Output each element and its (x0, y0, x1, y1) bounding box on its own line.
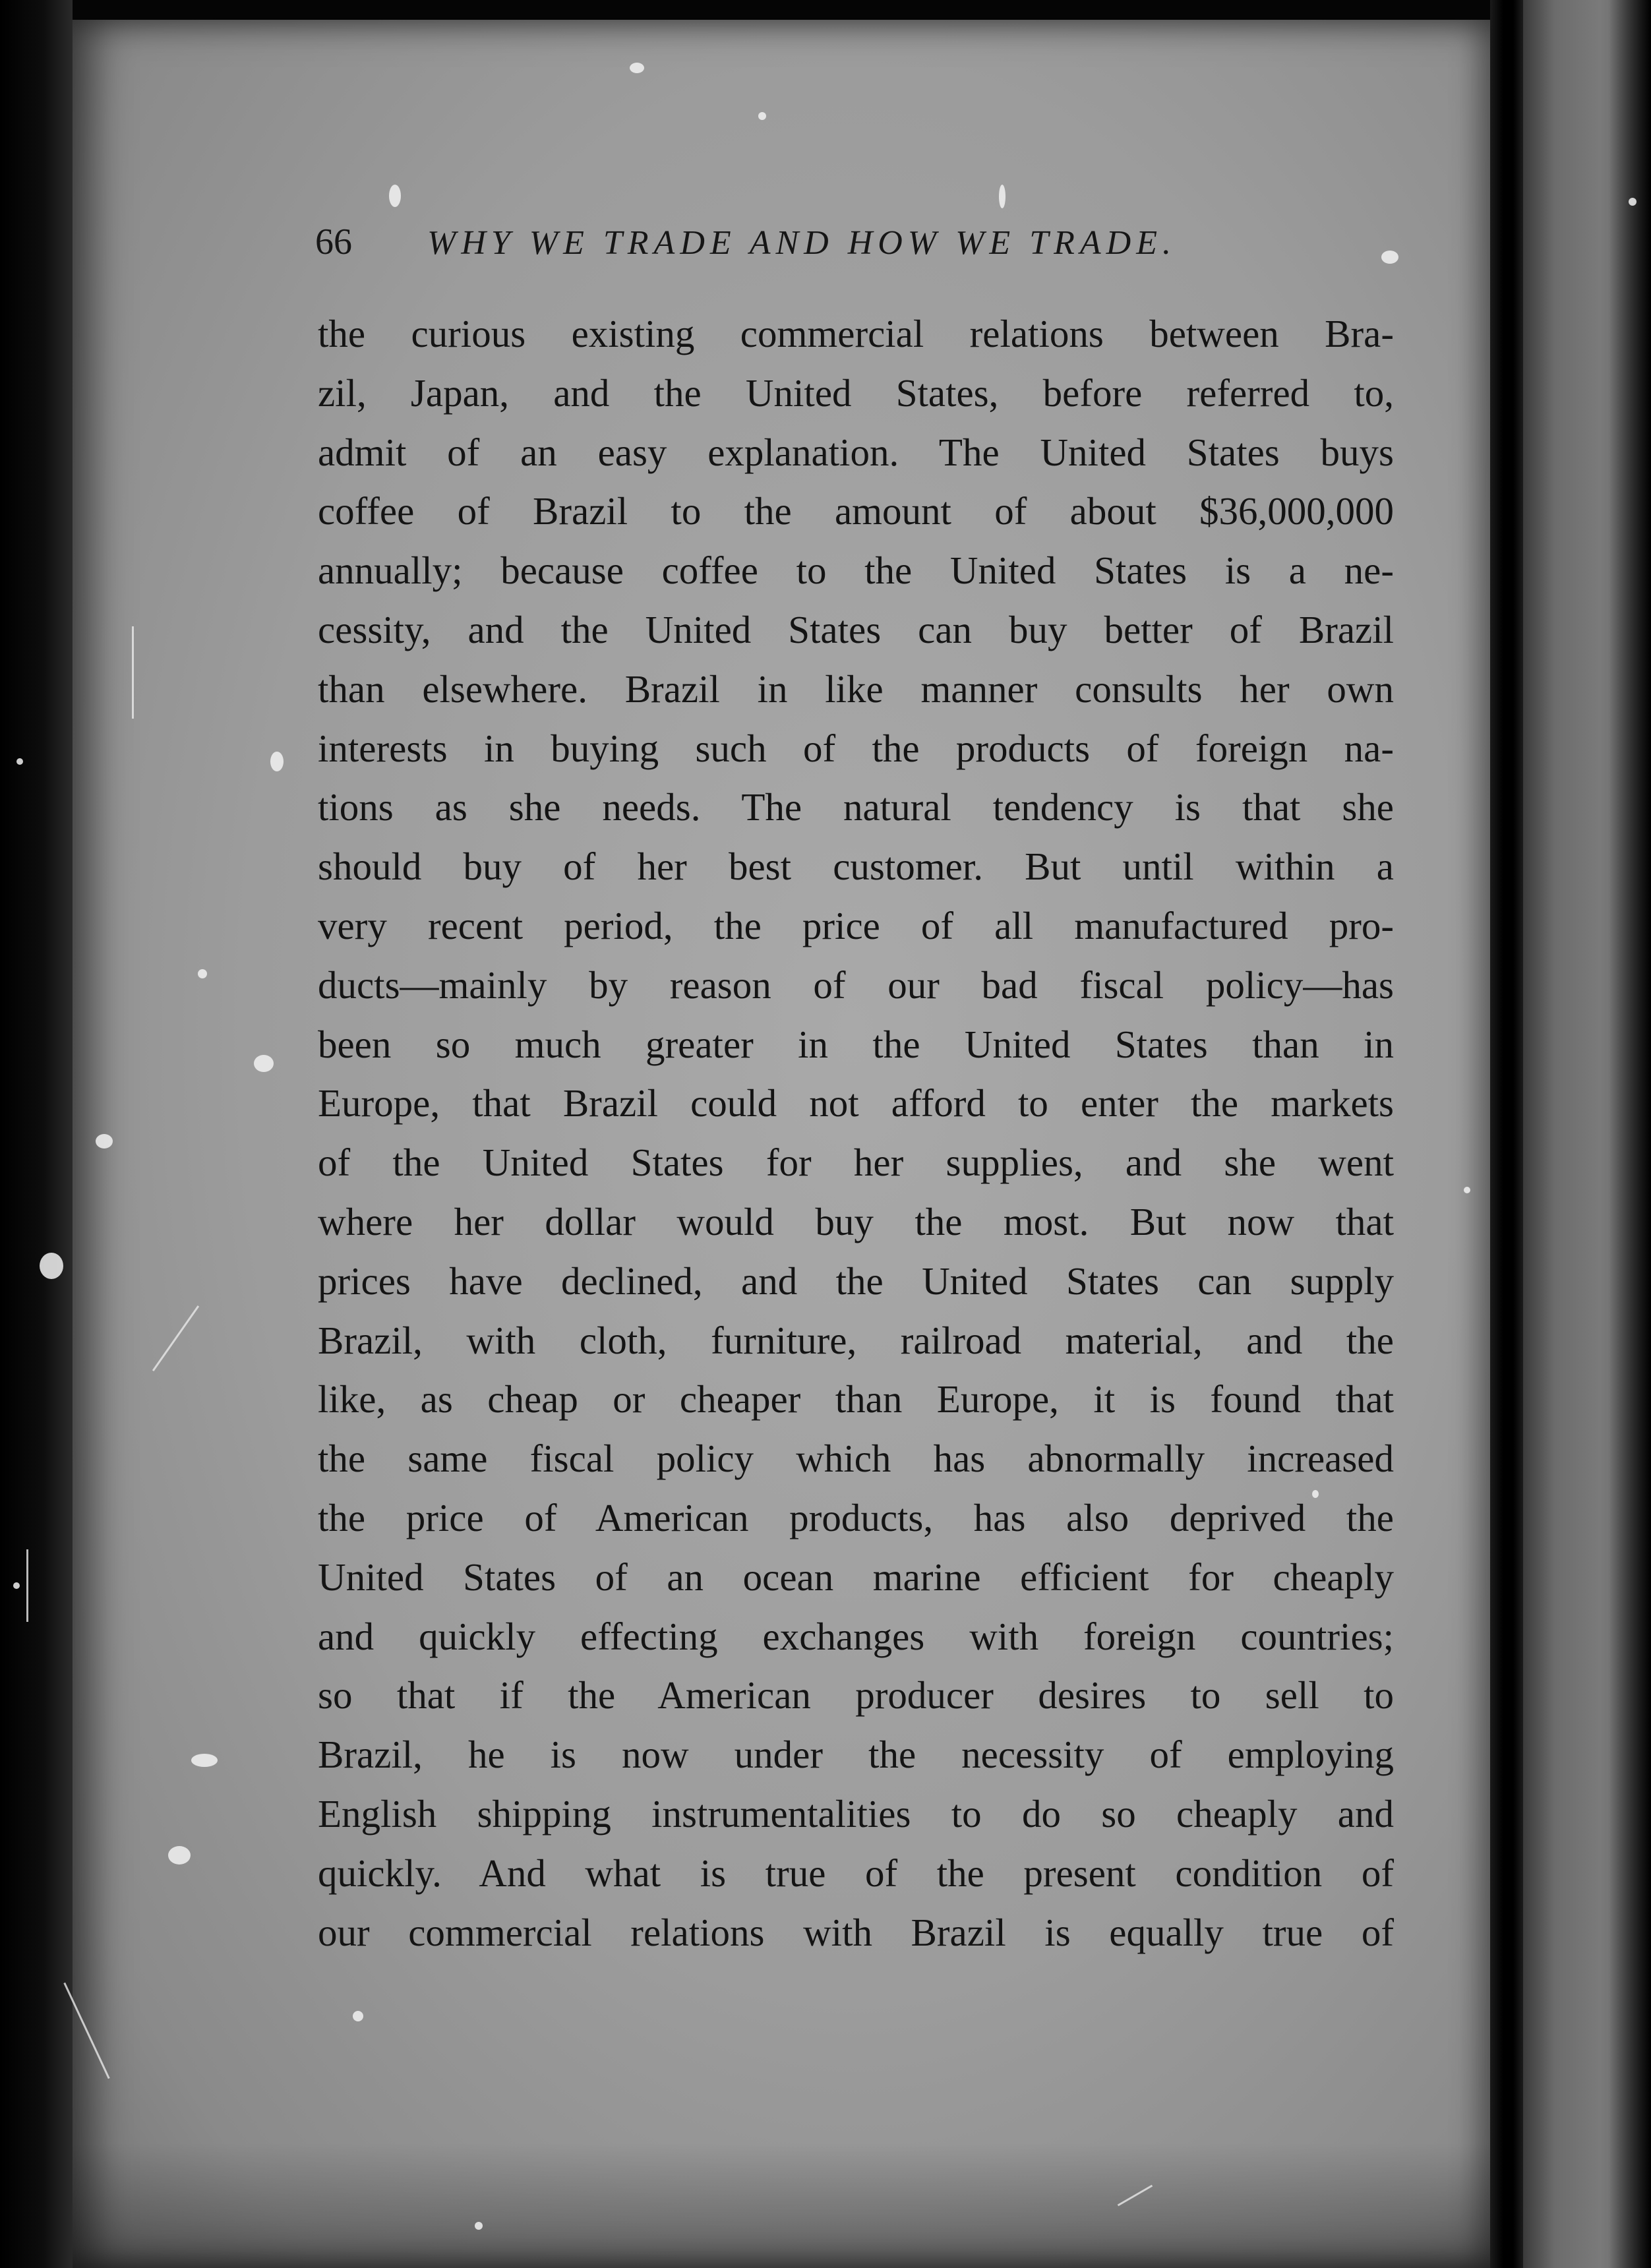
dust-speck (1381, 251, 1398, 264)
body-text (318, 305, 1394, 1962)
text-line: English shipping instrumentalities to do so cheaply and (318, 1791, 1394, 1835)
text-line: so that if the American producer desires to sell to (318, 1673, 1394, 1717)
text-line: coffee of Brazil to the amount of about $36,000,000 (318, 489, 1394, 533)
text-line: ducts—mainly by reason of our bad fiscal policy—has (318, 963, 1394, 1007)
text-line: quickly. And what is true of the present condition of (318, 1851, 1394, 1895)
dust-speck (198, 969, 207, 978)
dust-speck (999, 185, 1006, 208)
text-line: very recent period, the price of all manufactured pro- (318, 903, 1394, 947)
text-line: like, as cheap or cheaper than Europe, it is found that (318, 1377, 1394, 1421)
dust-speck (191, 1754, 218, 1767)
text-line: tions as she needs. The natural tendency is that she (318, 785, 1394, 829)
dust-speck (16, 758, 23, 765)
text-line: been so much greater in the United States than in (318, 1022, 1394, 1066)
text-line: where her dollar would buy the most. But now that (318, 1199, 1394, 1243)
page-gutter (1490, 0, 1523, 2268)
scan-border-right (1609, 0, 1651, 2268)
dust-speck (1464, 1187, 1470, 1193)
dust-speck (168, 1846, 191, 1865)
scan-border-left (0, 0, 73, 2268)
text-line: United States of an ocean marine efficient for cheaply (318, 1555, 1394, 1599)
dust-speck (758, 112, 766, 120)
scan-scratch (132, 626, 134, 719)
dust-speck (254, 1055, 274, 1072)
text-line: of the United States for her supplies, and she went (318, 1141, 1394, 1185)
text-line: the curious existing commercial relations between Bra- (318, 312, 1394, 355)
text-line: cessity, and the United States can buy better of Brazil (318, 607, 1394, 651)
text-line: admit of an easy explanation. The United States buys (318, 430, 1394, 474)
dust-speck (389, 185, 401, 207)
scan-scratch (26, 1549, 28, 1622)
page-bottom-shadow (73, 2143, 1490, 2268)
text-line: Brazil, with cloth, furniture, railroad material, and the (318, 1318, 1394, 1362)
text-line: our commercial relations with Brazil is equally true of (318, 1910, 1394, 1954)
text-line: should buy of her best customer. But until within a (318, 845, 1394, 889)
text-line: annually; because coffee to the United States is a ne- (318, 549, 1394, 593)
running-title: WHY WE TRADE AND HOW WE TRADE. (427, 224, 1176, 262)
text-line: zil, Japan, and the United States, before referred to, (318, 371, 1394, 415)
text-line: than elsewhere. Brazil in like manner consults her own (318, 667, 1394, 711)
text-line: the same fiscal policy which has abnormally increased (318, 1437, 1394, 1481)
text-line: Brazil, he is now under the necessity of employing (318, 1733, 1394, 1777)
dust-speck (353, 2011, 363, 2021)
page-number: 66 (315, 222, 352, 262)
dust-speck (96, 1134, 113, 1149)
dust-speck (630, 63, 644, 73)
text-line: Europe, that Brazil could not afford to enter the markets (318, 1081, 1394, 1125)
dust-speck (13, 1582, 20, 1589)
dust-speck (270, 752, 284, 771)
text-line: interests in buying such of the products of foreign na- (318, 726, 1394, 770)
dust-speck (475, 2222, 483, 2230)
text-line: prices have declined, and the United States can supply (318, 1259, 1394, 1303)
dust-speck (1629, 198, 1636, 206)
text-line: the price of American products, has also deprived the (318, 1495, 1394, 1539)
dust-speck (40, 1253, 63, 1279)
running-head (315, 221, 1251, 274)
text-line: and quickly effecting exchanges with foreign countries; (318, 1614, 1394, 1658)
